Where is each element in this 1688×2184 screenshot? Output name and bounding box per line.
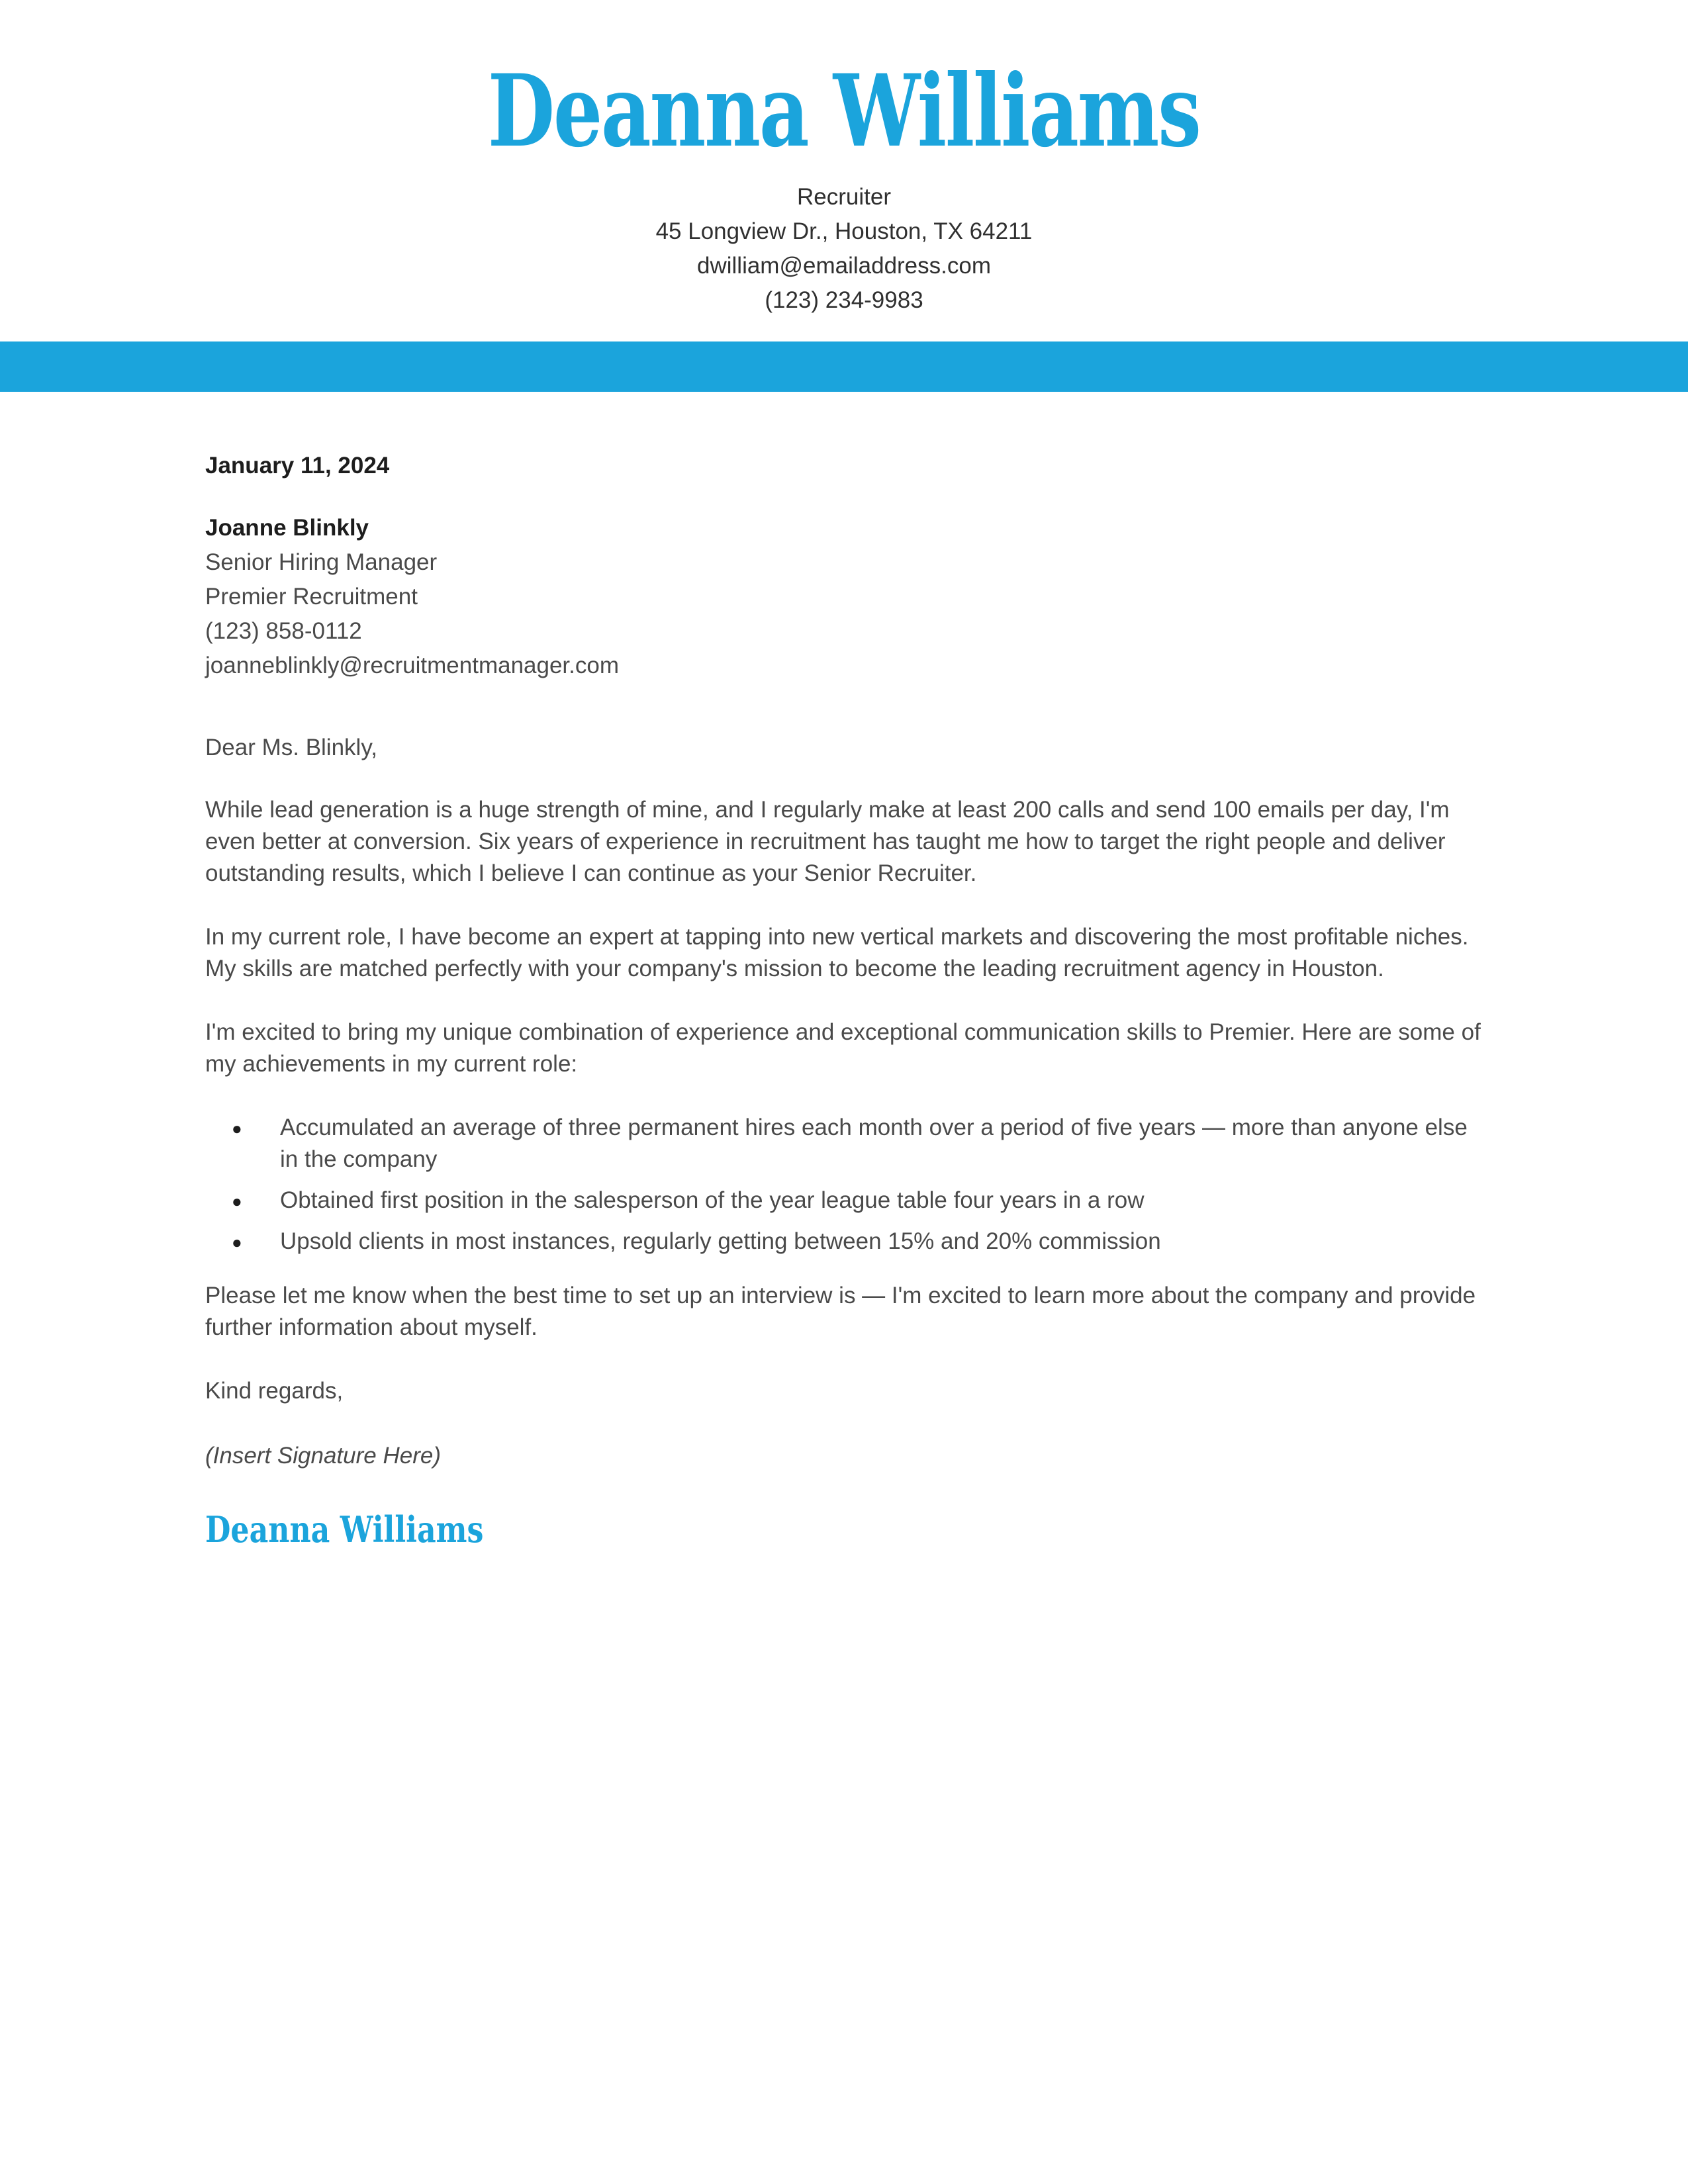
candidate-role: Recruiter bbox=[797, 184, 891, 210]
candidate-phone: (123) 234-9983 bbox=[765, 287, 923, 313]
signature-name bbox=[205, 1510, 1483, 1549]
body-paragraph-1: While lead generation is a huge strength of mine, and I regularly make at least 200 calls and send 100 emails per day, I'm even better at conversion. Six years of experience in recruitment has taught me how to target the right people and deliver outstanding results, which I believe I can continue as your Senior Recruiter. bbox=[205, 797, 1450, 886]
candidate-name-heading bbox=[0, 53, 1688, 169]
signature-name-text: Deanna Williams bbox=[205, 1508, 484, 1551]
achievements-list bbox=[205, 1112, 1483, 1257]
closing-paragraph: Please let me know when the best time to set up an interview is — I'm excited to learn more about the company and provide further information about myself. bbox=[205, 1283, 1476, 1340]
achievement-item-2: ● Obtained first position in the salesperson of the year league table four years in a row bbox=[205, 1185, 1483, 1216]
achievement-item-3: ● Upsold clients in most instances, regularly getting between 15% and 20% commission bbox=[205, 1226, 1483, 1257]
recipient-title: Senior Hiring Manager bbox=[205, 549, 438, 575]
body-paragraph-3: I'm excited to bring my unique combination of experience and exceptional communication skills to Premier. Here are some of my achievements in my current role: bbox=[205, 1019, 1481, 1077]
candidate-email: dwilliam@emailaddress.com bbox=[697, 253, 991, 279]
sign-off: Kind regards, bbox=[205, 1378, 344, 1404]
accent-divider-bar bbox=[0, 341, 1688, 392]
salutation: Dear Ms. Blinkly, bbox=[205, 735, 377, 760]
achievement-item-1: ● Accumulated an average of three permanent hires each month over a period of five years — more than anyone else in the company bbox=[205, 1112, 1483, 1175]
recipient-email: joanneblinkly@recruitmentmanager.com bbox=[205, 653, 619, 678]
letter-body bbox=[0, 392, 1688, 1549]
candidate-name-text: Deanna Williams bbox=[488, 53, 1200, 169]
contact-block bbox=[0, 180, 1688, 318]
letter-date: January 11, 2024 bbox=[205, 453, 390, 478]
body-paragraph-2: In my current role, I have become an expert at tapping into new vertical markets and discovering the most profitable niches. My skills are matched perfectly with your company's mission to become the leading recruitment agency in Houston. bbox=[205, 924, 1469, 981]
recipient-block bbox=[205, 511, 1483, 683]
candidate-address: 45 Longview Dr., Houston, TX 64211 bbox=[655, 218, 1033, 244]
letter-header bbox=[0, 0, 1688, 318]
recipient-name: Joanne Blinkly bbox=[205, 515, 369, 541]
recipient-company: Premier Recruitment bbox=[205, 584, 418, 610]
recipient-phone: (123) 858-0112 bbox=[205, 618, 362, 644]
signature-placeholder: (Insert Signature Here) bbox=[205, 1443, 441, 1469]
